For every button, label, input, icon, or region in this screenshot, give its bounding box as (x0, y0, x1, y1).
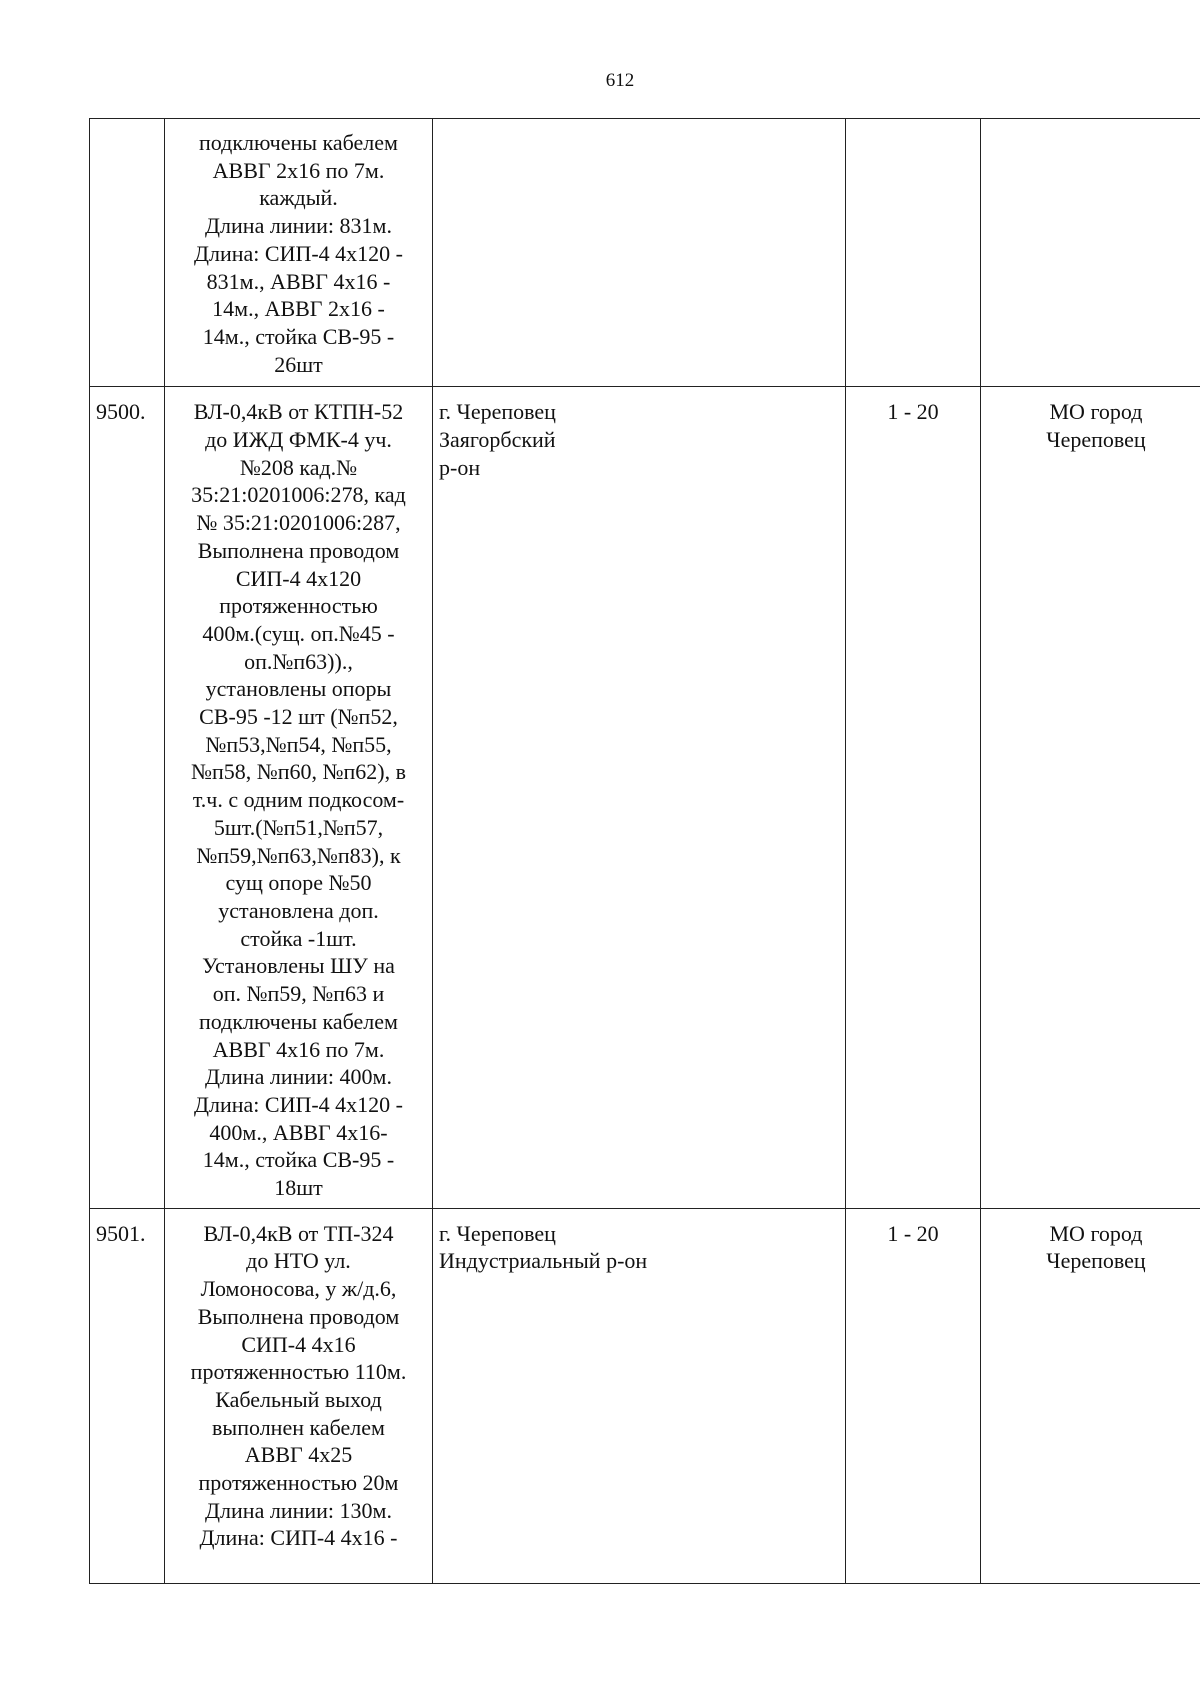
table-row (90, 1208, 1200, 1583)
description-line: установлены опоры (205, 676, 392, 702)
table-row (90, 119, 1200, 387)
description-line: подключены кабелем (199, 130, 398, 155)
description-line: 14м., стойка СВ-95 - (202, 323, 395, 349)
description-line: подключены кабелем (199, 1008, 398, 1034)
line-description (165, 119, 433, 387)
description-line: 14м., стойка СВ-95 - (202, 1147, 395, 1173)
line-description (165, 1208, 433, 1583)
description-line: 35:21:0201006:278, кад (191, 482, 406, 508)
page-number: 612 (605, 70, 635, 91)
table-body (90, 119, 1200, 1584)
description-line: Длина линии: 831м. (205, 213, 392, 239)
description-line: АВВГ 4х16 по 7м. (212, 1036, 385, 1062)
description-line: сущ опоре №50 (225, 870, 372, 896)
description-line: выполнен кабелем (212, 1414, 385, 1440)
owner-line: МО город (1049, 1220, 1143, 1246)
description-line: 18шт (274, 1175, 323, 1201)
description-line: №208 кад.№ (239, 454, 358, 480)
description-line: протяженностью 20м (198, 1470, 399, 1496)
address-line: г. Череповец (439, 1220, 556, 1246)
address-line: г. Череповец (439, 399, 556, 425)
row-number: 9500. (90, 387, 165, 1208)
owner-name (981, 119, 1200, 387)
address-line: Индустриальный р-он (439, 1248, 648, 1274)
line-description (165, 387, 433, 1208)
description-line: установлена доп. (218, 897, 379, 923)
description-line: Длина: СИП-4 4х120 - (193, 1091, 403, 1117)
description-line: Кабельный выход (215, 1386, 382, 1412)
description-line: 400м.(сущ. оп.№45 - (202, 620, 395, 646)
row-number (90, 119, 165, 387)
location-address (433, 1208, 846, 1583)
owner-name (981, 387, 1200, 1208)
description-line: 400м., АВВГ 4х16- (209, 1119, 388, 1145)
location-address (433, 387, 846, 1208)
address-line: р-он (439, 454, 481, 480)
description-line: стойка -1шт. (240, 925, 357, 951)
description-line: ВЛ-0,4кВ от КТПН-52 (193, 399, 404, 425)
owner-line: Череповец (1046, 1248, 1146, 1274)
description-line: №п58, №п60, №п62), в (190, 759, 406, 785)
description-line: Длина линии: 130м. (205, 1497, 392, 1523)
description-line: СВ-95 -12 шт (№п52, (199, 704, 398, 730)
description-line: каждый. (259, 185, 338, 211)
description-line: Ломоносова, у ж/д.6, (200, 1276, 397, 1302)
description-line: № 35:21:0201006:287, (196, 510, 401, 536)
description-line: протяженностью (219, 593, 378, 619)
description-line: протяженностью 110м. (190, 1359, 407, 1385)
description-line: оп.№п63))., (244, 648, 353, 674)
description-line: Установлены ШУ на (202, 953, 395, 979)
description-line: 831м., АВВГ 4х16 - (206, 268, 391, 294)
description-line: Выполнена проводом (197, 1303, 400, 1329)
description-line: 26шт (274, 351, 323, 377)
description-line: АВВГ 2х16 по 7м. (212, 157, 385, 183)
description-line: СИП-4 4х16 (241, 1331, 356, 1357)
owner-line: МО город (1049, 399, 1143, 425)
description-line: ВЛ-0,4кВ от ТП-324 (203, 1220, 394, 1246)
description-line: 5шт.(№п51,№п57, (213, 814, 384, 840)
description-line: СИП-4 4х120 (235, 565, 362, 591)
description-line: №п59,№п63,№п83), к (196, 842, 401, 868)
range-value (846, 119, 981, 387)
description-line: АВВГ 4х25 (244, 1442, 353, 1468)
owner-line: Череповец (1046, 427, 1146, 453)
description-line: Выполнена проводом (197, 537, 400, 563)
description-line: Длина линии: 400м. (205, 1064, 392, 1090)
description-line: 14м., АВВГ 2х16 - (212, 296, 385, 322)
description-line: №п53,№п54, №п55, (205, 731, 392, 757)
description-line: т.ч. с одним подкосом- (192, 787, 405, 813)
description-line: Длина: СИП-4 4х16 - (199, 1525, 398, 1551)
description-line: до НТО ул. (246, 1248, 351, 1274)
owner-name (981, 1208, 1200, 1583)
description-line: Длина: СИП-4 4х120 - (193, 240, 403, 266)
description-line: до ИЖД ФМК-4 уч. (205, 427, 392, 453)
table-row (90, 387, 1200, 1208)
address-line: Заягорбский (439, 427, 556, 453)
range-value: 1 - 20 (846, 1208, 981, 1583)
description-line: оп. №п59, №п63 и (212, 981, 385, 1007)
register-table (89, 118, 1200, 1584)
range-value: 1 - 20 (846, 387, 981, 1208)
row-number: 9501. (90, 1208, 165, 1583)
location-address (433, 119, 846, 387)
